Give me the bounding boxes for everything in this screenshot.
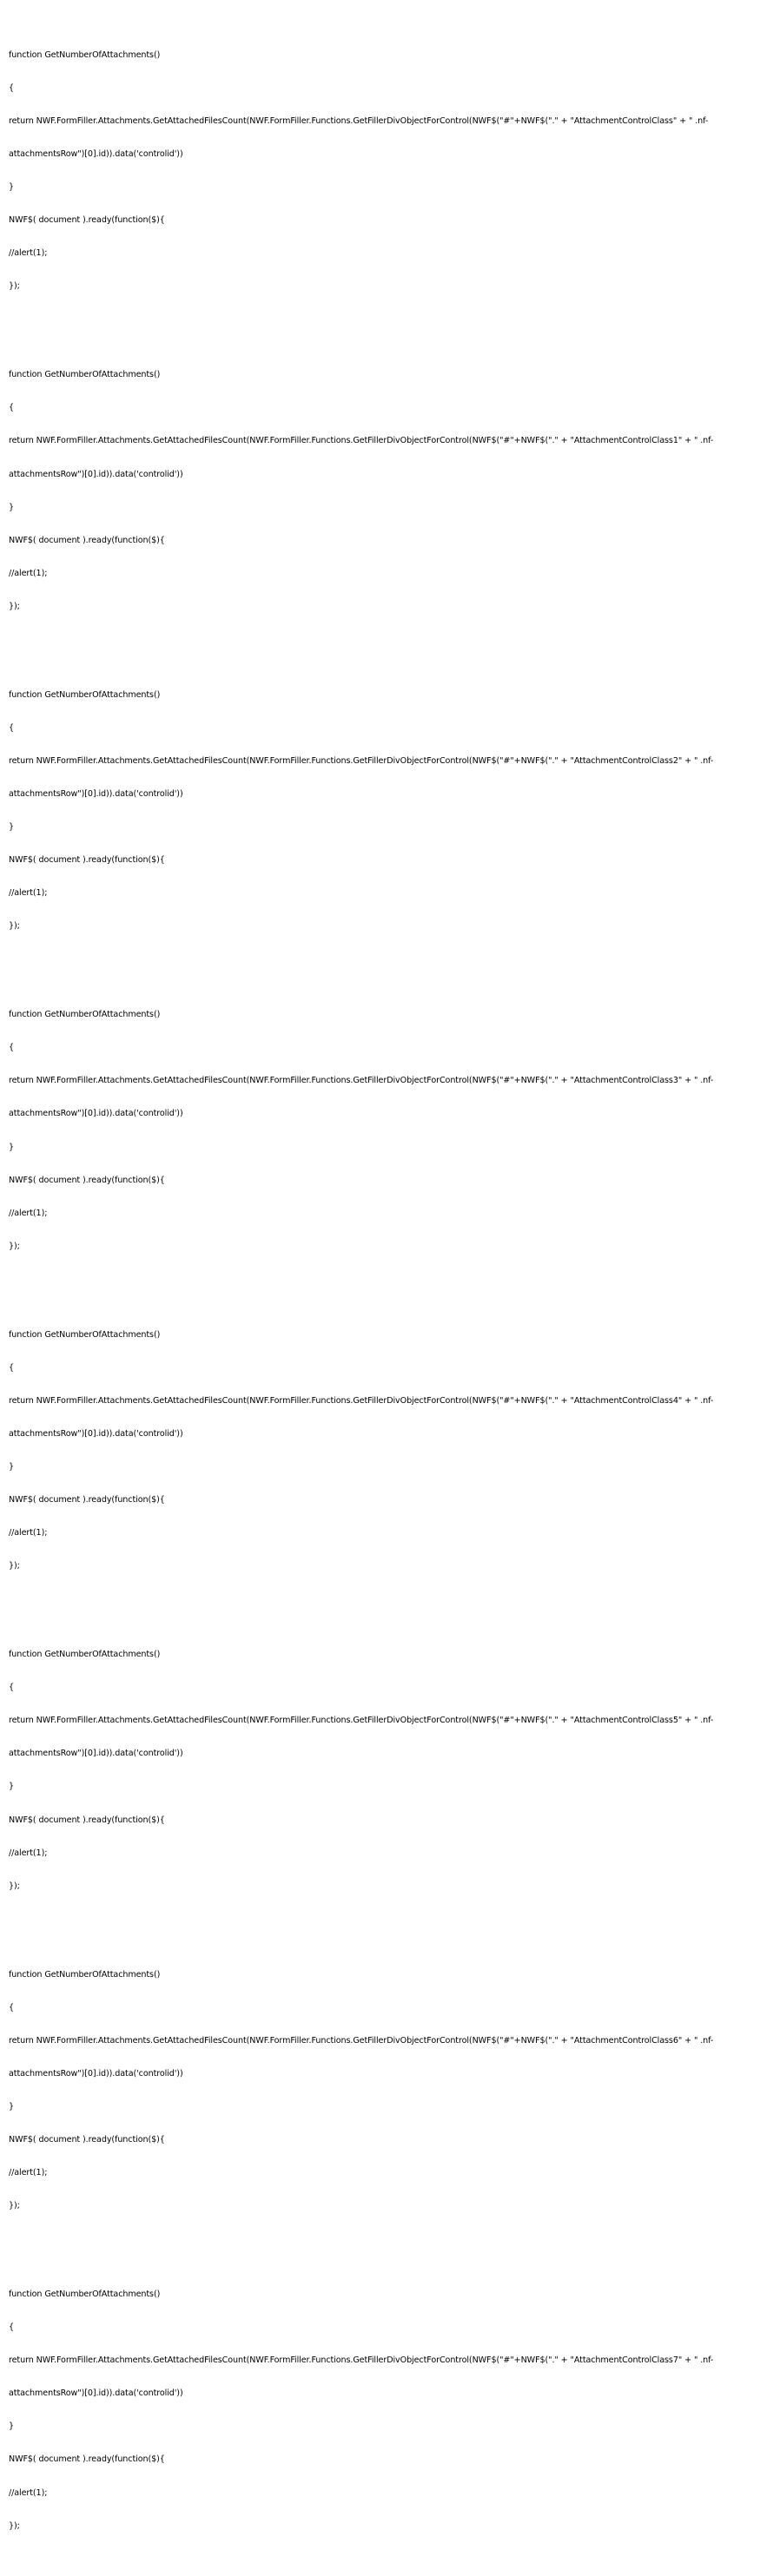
close-brace-line: }	[9, 1462, 15, 1472]
code-block	[9, 1628, 773, 1914]
return-statement-line: return NWF.FormFiller.Attachments.GetAttachedFilesCount(NWF.FormFiller.Functions.GetFillerDivObjectForControl(NWF$("#"+NWF$("." + "AttachmentControlClass" + " .nf-	[9, 116, 709, 126]
close-brace-line: }	[9, 182, 15, 193]
code-block	[9, 348, 773, 635]
handler-close-line: });	[9, 1241, 20, 1251]
open-brace-line: {	[9, 1683, 15, 1693]
return-statement-line: return NWF.FormFiller.Attachments.GetAttachedFilesCount(NWF.FormFiller.Functions.GetFillerDivObjectForControl(NWF$("#"+NWF$("." + "AttachmentControlClass6" + " .nf-	[9, 2035, 714, 2046]
open-brace-line: {	[9, 403, 15, 413]
return-statement-continuation-line: attachmentsRow")[0].id)).data('controlid'))	[9, 789, 183, 799]
open-brace-line: {	[9, 2002, 15, 2013]
handler-close-line: });	[9, 601, 20, 611]
code-document	[9, 6, 773, 2576]
code-block	[9, 1308, 773, 1594]
ready-handler-line: NWF$( document ).ready(function($){	[9, 215, 165, 226]
return-statement-continuation-line: attachmentsRow")[0].id)).data('controlid'))	[9, 1749, 183, 1759]
close-brace-line: }	[9, 2101, 15, 2112]
comment-line: //alert(1);	[9, 1848, 48, 1858]
open-brace-line: {	[9, 82, 15, 93]
return-statement-continuation-line: attachmentsRow")[0].id)).data('controlid'))	[9, 149, 183, 160]
handler-close-line: });	[9, 2201, 20, 2211]
ready-handler-line: NWF$( document ).ready(function($){	[9, 1175, 165, 1185]
function-declaration-line: function GetNumberOfAttachments()	[9, 370, 161, 380]
function-declaration-line: function GetNumberOfAttachments()	[9, 1969, 161, 1980]
close-brace-line: }	[9, 502, 15, 512]
return-statement-line: return NWF.FormFiller.Attachments.GetAttachedFilesCount(NWF.FormFiller.Functions.GetFillerDivObjectForControl(NWF$("#"+NWF$("." + "AttachmentControlClass1" + " .nf-	[9, 436, 714, 446]
return-statement-continuation-line: attachmentsRow")[0].id)).data('controlid'))	[9, 2068, 183, 2079]
code-block	[9, 1947, 773, 2234]
function-declaration-line: function GetNumberOfAttachments()	[9, 1329, 161, 1340]
comment-line: //alert(1);	[9, 888, 48, 899]
return-statement-continuation-line: attachmentsRow")[0].id)).data('controlid'))	[9, 1428, 183, 1439]
comment-line: //alert(1);	[9, 2487, 48, 2498]
return-statement-line: return NWF.FormFiller.Attachments.GetAttachedFilesCount(NWF.FormFiller.Functions.GetFillerDivObjectForControl(NWF$("#"+NWF$("." + "AttachmentControlClass4" + " .nf-	[9, 1395, 714, 1406]
function-declaration-line: function GetNumberOfAttachments()	[9, 49, 161, 60]
open-brace-line: {	[9, 1043, 15, 1053]
handler-close-line: });	[9, 921, 20, 932]
open-brace-line: {	[9, 1362, 15, 1373]
ready-handler-line: NWF$( document ).ready(function($){	[9, 2454, 165, 2465]
function-declaration-line: function GetNumberOfAttachments()	[9, 2289, 161, 2299]
code-block	[9, 2268, 773, 2554]
return-statement-line: return NWF.FormFiller.Attachments.GetAttachedFilesCount(NWF.FormFiller.Functions.GetFillerDivObjectForControl(NWF$("#"+NWF$("." + "AttachmentControlClass5" + " .nf-	[9, 1716, 714, 1726]
open-brace-line: {	[9, 722, 15, 733]
return-statement-continuation-line: attachmentsRow")[0].id)).data('controlid'))	[9, 469, 183, 479]
close-brace-line: }	[9, 822, 15, 833]
return-statement-line: return NWF.FormFiller.Attachments.GetAttachedFilesCount(NWF.FormFiller.Functions.GetFillerDivObjectForControl(NWF$("#"+NWF$("." + "AttachmentControlClass2" + " .nf-	[9, 755, 714, 766]
handler-close-line: });	[9, 281, 20, 292]
open-brace-line: {	[9, 2322, 15, 2333]
comment-line: //alert(1);	[9, 568, 48, 578]
code-block	[9, 988, 773, 1275]
comment-line: //alert(1);	[9, 2168, 48, 2178]
close-brace-line: }	[9, 2421, 15, 2432]
return-statement-line: return NWF.FormFiller.Attachments.GetAttachedFilesCount(NWF.FormFiller.Functions.GetFillerDivObjectForControl(NWF$("#"+NWF$("." + "AttachmentControlClass7" + " .nf-	[9, 2355, 714, 2366]
handler-close-line: });	[9, 2520, 20, 2531]
handler-close-line: });	[9, 1561, 20, 1571]
close-brace-line: }	[9, 1782, 15, 1792]
return-statement-continuation-line: attachmentsRow")[0].id)).data('controlid'))	[9, 2388, 183, 2399]
ready-handler-line: NWF$( document ).ready(function($){	[9, 535, 165, 545]
comment-line: //alert(1);	[9, 248, 48, 259]
ready-handler-line: NWF$( document ).ready(function($){	[9, 855, 165, 866]
return-statement-line: return NWF.FormFiller.Attachments.GetAttachedFilesCount(NWF.FormFiller.Functions.GetFillerDivObjectForControl(NWF$("#"+NWF$("." + "AttachmentControlClass3" + " .nf-	[9, 1076, 714, 1086]
ready-handler-line: NWF$( document ).ready(function($){	[9, 1495, 165, 1505]
ready-handler-line: NWF$( document ).ready(function($){	[9, 2135, 165, 2144]
function-declaration-line: function GetNumberOfAttachments()	[9, 1650, 161, 1660]
close-brace-line: }	[9, 1142, 15, 1152]
handler-close-line: });	[9, 1881, 20, 1891]
function-declaration-line: function GetNumberOfAttachments()	[9, 689, 161, 700]
comment-line: //alert(1);	[9, 1208, 48, 1218]
comment-line: //alert(1);	[9, 1528, 48, 1538]
ready-handler-line: NWF$( document ).ready(function($){	[9, 1815, 165, 1825]
return-statement-continuation-line: attachmentsRow")[0].id)).data('controlid'))	[9, 1109, 183, 1119]
function-declaration-line: function GetNumberOfAttachments()	[9, 1010, 161, 1020]
code-block	[9, 28, 773, 314]
code-block	[9, 668, 773, 954]
